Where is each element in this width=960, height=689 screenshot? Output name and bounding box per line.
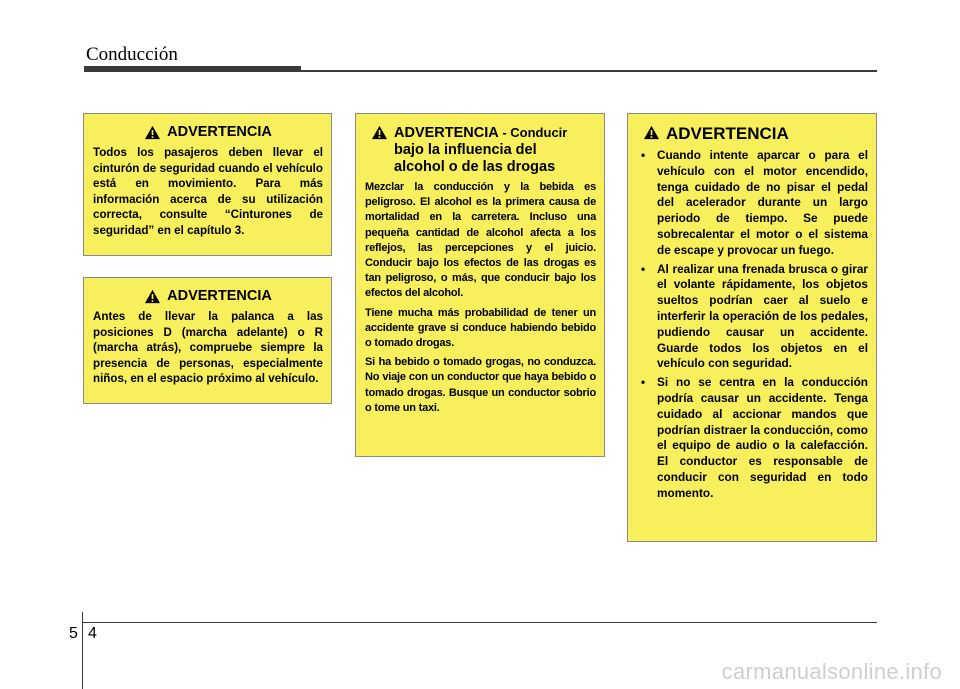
list-item: • Cuando intente aparcar o para el vehículo con el motor encendido, tenga cuidado de no pisar el pedal del acelerador durante un largo periodo de tiempo. Se puede sobrecalentar el motor o el sistema de escape y provocar un fuego. [637,148,868,259]
warning-title: ADVERTENCIA [666,124,789,143]
warning-triangle-icon [144,289,161,304]
warning-triangle-icon [144,125,161,140]
header-rule-thick [84,66,301,72]
warning-title-main: ADVERTENCIA [394,125,499,141]
page-number: 4 [88,625,97,642]
warning-paragraph-3: Si ha bebido o tomado grogas, no conduzca. No viaje con un conductor que haya bebido o tomado drogas. Busque un conductor sobrio o tome un taxi. [365,356,596,414]
warning-box-driving-safety [627,113,877,542]
warning-bullet-list [637,148,868,502]
warning-title: ADVERTENCIA [167,288,272,304]
header-rule-thin [301,70,877,72]
warning-header [93,288,323,305]
warning-box-gear-lever [83,277,332,404]
footer-horizontal-rule [82,622,877,623]
warning-box-alcohol-drugs [355,113,605,457]
warning-box-seatbelt [83,113,332,256]
warning-title-line2: bajo la influencia del [394,142,537,158]
chapter-number: 5 [69,625,78,642]
warning-header [93,124,323,141]
page-header-title: Conducción [86,44,178,65]
warning-text: Todos los pasajeros deben llevar el cinturón de seguridad cuando el vehículo está en movimiento. Para más información acerca de su utilización correcta, consulte “Cinturones de seguridad” en el capítulo 3. [93,146,323,237]
warning-header [637,124,868,144]
footer-vertical-rule [82,612,83,689]
warning-title-line3: alcohol o de las drogas [394,159,556,175]
warning-text: Antes de llevar la palanca a las posiciones D (marcha adelante) o R (marcha atrás), compruebe siempre la presencia de personas, especialmente niños, en el espacio próximo al vehículo. [93,310,323,386]
list-item: • Al realizar una frenada brusca o girar el volante rápidamente, los objetos sueltos podrían caer al suelo e interferir la operación de los pedales, pudiendo causar un accidente. Guarde todos los objetos en el vehículo con seguridad. [637,262,868,373]
warning-title: ADVERTENCIA [167,124,272,140]
warning-text [365,180,596,416]
warning-title-sub: - Conducir [498,125,568,140]
warning-paragraph-2: Tiene mucha más probabilidad de tener un accidente grave si conduce habiendo bebido o tomado drogas. [365,306,596,350]
warning-paragraph-1: Mezclar la conducción y la bebida es peligroso. El alcohol es la primera causa de mortalidad en la carretera. Incluso una pequeña cantidad de alcohol afecta a los reflejos, las percepciones y el juicio. Conducir bajo los efectos de las drogas es tan peligroso, o más, que conducir bajo los efectos del alcohol. [365,181,596,300]
warning-header [365,124,596,176]
warning-triangle-icon [371,125,388,140]
warning-title [394,124,567,176]
list-item: • Si no se centra en la conducción podría causar un accidente. Tenga cuidado al accionar mandos que podrían distraer la conducción, como el equipo de audio o la calefacción. El conductor es responsable de conducir con seguridad en todo momento. [637,375,868,501]
watermark: carmanualsonline.info [721,659,942,684]
warning-triangle-icon [643,125,660,140]
